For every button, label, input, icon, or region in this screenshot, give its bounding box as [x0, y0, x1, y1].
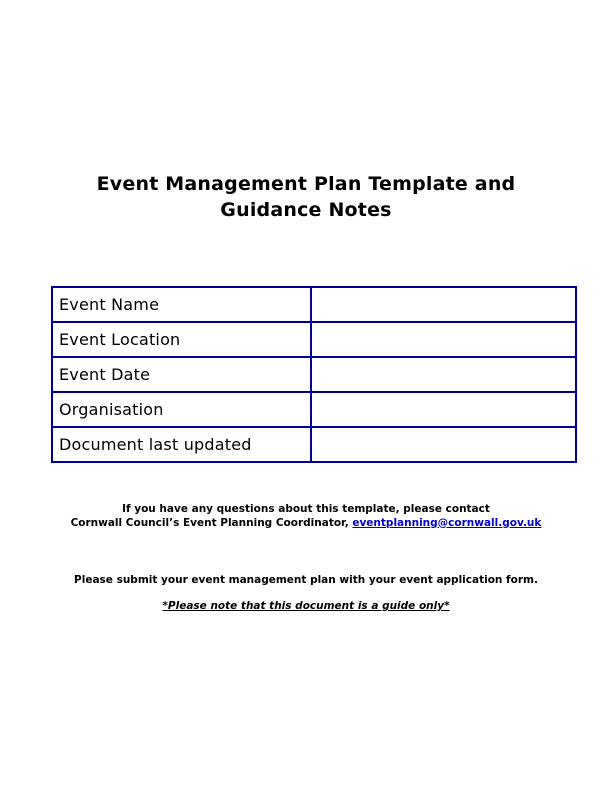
event-date-value-field[interactable] [311, 357, 576, 392]
contact-note [0, 503, 612, 530]
event-details-table [51, 286, 577, 463]
organisation-value-field[interactable] [311, 392, 576, 427]
table-row-event-date [52, 357, 576, 392]
document-title-line2: Guidance Notes [220, 199, 392, 221]
contact-line1: If you have any questions about this template, please contact [122, 503, 490, 515]
event-location-value-field[interactable] [311, 322, 576, 357]
submit-instruction: Please submit your event management plan with your event application form. [74, 574, 538, 586]
event-date-label: Event Date [52, 357, 311, 392]
email-link[interactable]: eventplanning@cornwall.gov.uk [352, 516, 542, 529]
contact-line2-prefix: Cornwall Council’s Event Planning Coordinator, [70, 516, 353, 529]
guide-note: *Please note that this document is a guide only* [162, 600, 450, 612]
table-row-organisation [52, 392, 576, 427]
table-row-document-last-updated [52, 427, 576, 462]
document-last-updated-label: Document last updated [52, 427, 311, 462]
organisation-label: Organisation [52, 392, 311, 427]
document-title-line1: Event Management Plan Template and [96, 173, 516, 195]
document-last-updated-value-field[interactable] [311, 427, 576, 462]
table-row-event-location [52, 322, 576, 357]
event-name-label: Event Name [52, 287, 311, 322]
table-row-event-name [52, 287, 576, 322]
event-name-value-field[interactable] [311, 287, 576, 322]
document-title [0, 171, 612, 223]
event-location-label: Event Location [52, 322, 311, 357]
